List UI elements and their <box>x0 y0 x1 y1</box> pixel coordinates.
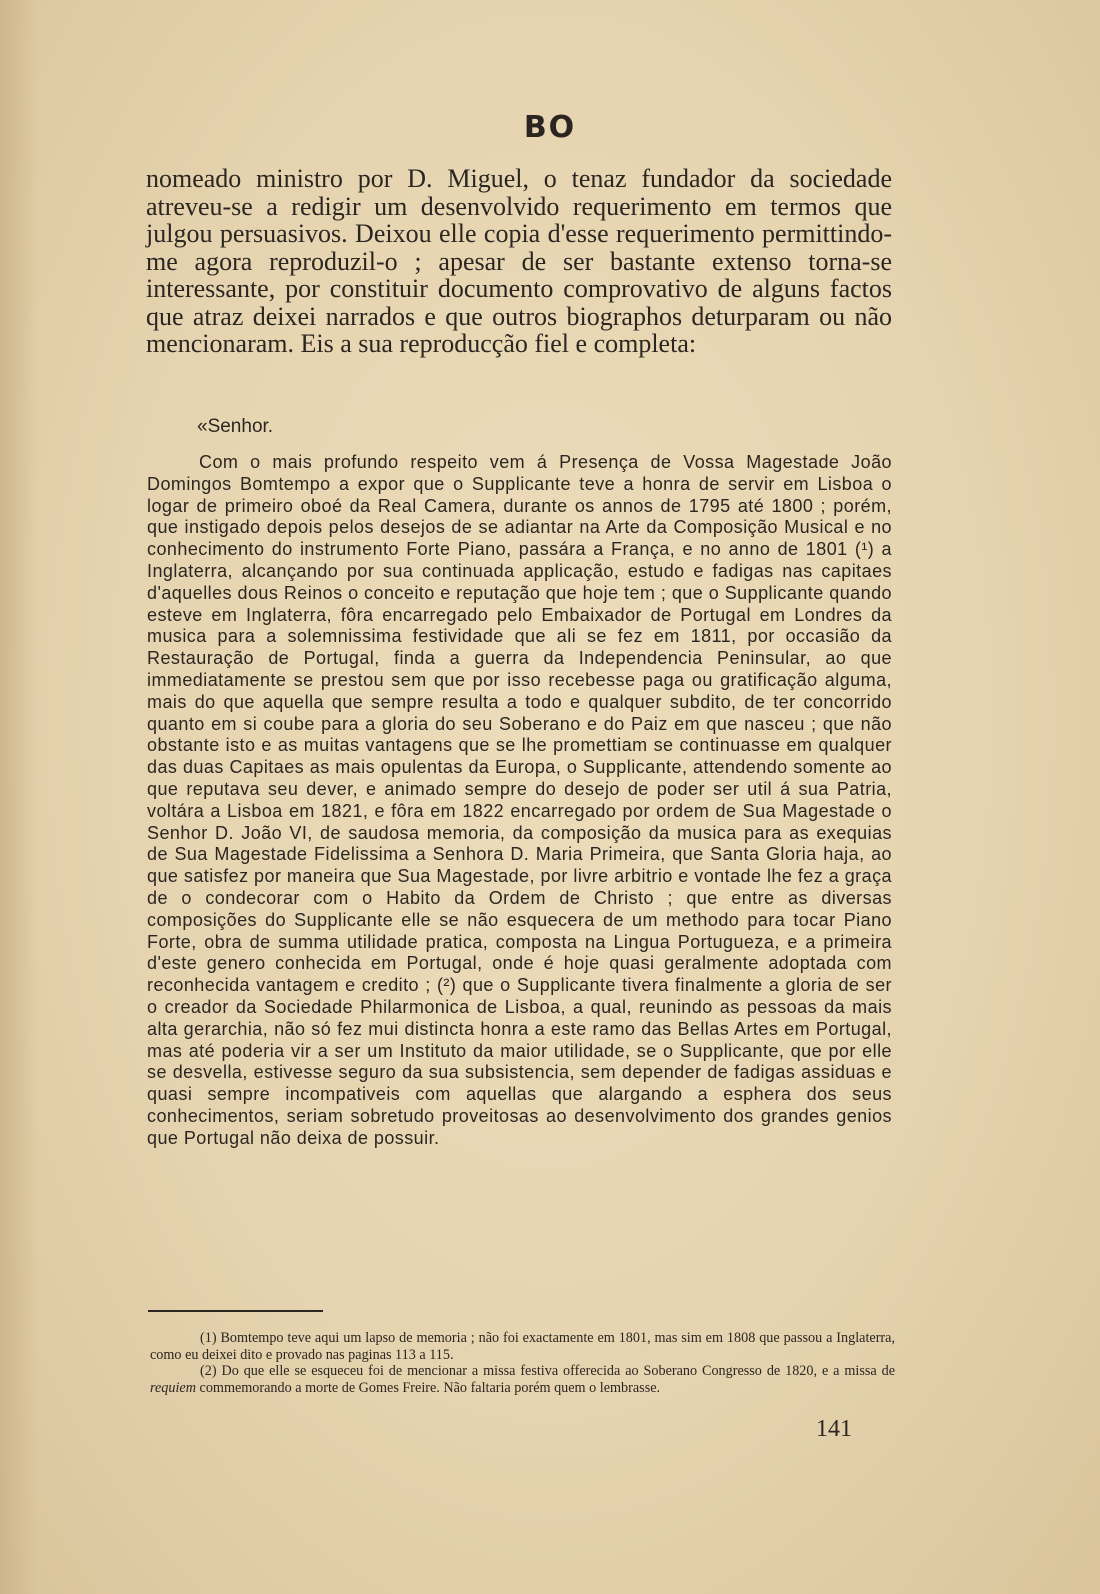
footnotes <box>150 1330 895 1396</box>
intro-paragraph: nomeado ministro por D. Miguel, o tenaz fundador da sociedade atreveu-se a redigir um desenvolvido requerimento em termos que julgou persuasivos. Deixou elle copia d'esse requerimento permittindo-me agora reproduzil-o ; apesar de ser bastante extenso torna-se interessante, por constituir documento comprovativo de alguns factos que atraz deixei narrados e que outros biographos deturparam ou não mencionaram. Eis a sua reproducção fiel e completa: <box>146 164 892 358</box>
running-header: BO <box>523 110 577 145</box>
footnote-2-text-end: commemorando a morte de Gomes Freire. Não faltaria porém quem o lembrasse. <box>195 1379 661 1396</box>
petition-salutation: «Senhor. <box>197 416 274 437</box>
footnote-2-italic: requiem <box>150 1379 196 1396</box>
footnote-2-text-start: (2) Do que elle se esqueceu foi de mencionar a missa festiva offerecida ao Soberano Congresso de 1820, e a missa de <box>200 1363 895 1380</box>
footnote-2 <box>150 1363 895 1396</box>
footnote-rule <box>148 1310 323 1312</box>
petition-text: Com o mais profundo respeito vem á Presença de Vossa Magestade João Domingos Bomtempo a expor que o Supplicante teve a honra de servir em Lisboa o logar de primeiro oboé da Real Camera, durante os annos de 1795 até 1800 ; porém, que instigado depois pelos desejos de se adiantar na Arte da Composição Musical e no conhecimento do instrumento Forte Piano, passára a França, e no anno de 1801 (¹) a Inglaterra, alcançando por sua continuada applicação, estudo e fadigas nas capitaes d'aquelles dous Reinos o conceito e reputação que hoje tem ; que o Supplicante quando esteve em Inglaterra, fôra encarregado pelo Embaixador de Portugal em Londres da musica para a solemnissima festividade que ali se fez em 1811, por occasião da Restauração de Portugal, finda a guerra da Independencia Peninsular, ao que immediatamente se prestou sem que por isso recebesse paga ou gratificação alguma, mais do que aquella que sempre resulta a todo e qualquer subdito, de ter concorrido quanto em si coube para a gloria do seu Soberano e do Paiz em que nasceu ; que não obstante isto e as muitas vantagens que se lhe promettiam se continuasse em qualquer das duas Capitaes as mais opulentas da Europa, o Supplicante, attendendo somente ao que reputava seu dever, e animado sempre do desejo de poder ser util á sua Patria, voltára a Lisboa em 1821, e fôra em 1822 encarregado por ordem de Sua Magestade o Senhor D. João VI, de saudosa memoria, da composição da musica para as exequias de Sua Magestade Fidelissima a Senhora D. Maria Primeira, que Santa Gloria haja, ao que satisfez por maneira que Sua Magestade, por livre arbitrio e vontade lhe fez a graça de o condecorar com o Habito da Ordem de Christo ; que entre as diversas composições do Supplicante elle se não esquecera de um methodo para tocar Piano Forte, obra de summa utilidade pratica, composta na Lingua Portugueza, e a primeira d'este genero conhecida em Portugal, onde é hoje quasi geralmente adoptada com reconhecida vantagem e credito ; (²) que o Supplicante tivera finalmente a gloria de ser o creador da Sociedade Philarmonica de Lisboa, a qual, reunindo as pessoas da mais alta gerarchia, não só fez mui distincta honra a este ramo das Bellas Artes em Portugal, mas até poderia vir a ser um Instituto da maior utilidade, se o Supplicante, que por elle se desvella, estivesse seguro da sua subsistencia, sem depender de fadigas assiduas e quasi sempre incompativeis com aquellas que alargando a esphera dos seus conhecimentos, seriam sobretudo proveitosas ao desenvolvimento dos grandes genios que Portugal não deixa de possuir. <box>147 452 892 1148</box>
page-number: 141 <box>816 1416 852 1442</box>
footnote-1: (1) Bomtempo teve aqui um lapso de memoria ; não foi exactamente em 1801, mas sim em 1808 que passou a Inglaterra, como eu deixei dito e provado nas paginas 113 a 115. <box>150 1330 895 1363</box>
